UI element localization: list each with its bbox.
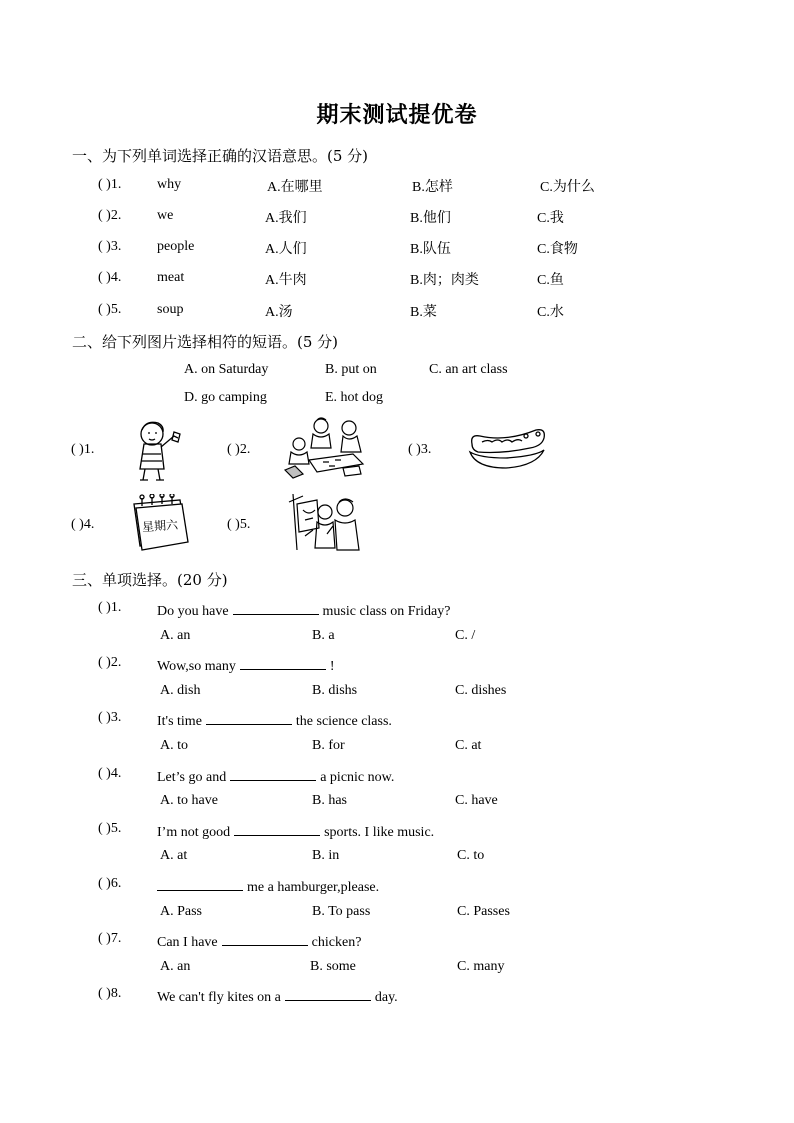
- option-c: C. /: [455, 628, 476, 643]
- option-a: A.汤: [265, 305, 293, 320]
- answer-blank[interactable]: [157, 876, 243, 891]
- phrase-option-a: A. on Saturday: [184, 362, 269, 377]
- picture-answer-1[interactable]: ( )1.: [71, 442, 95, 457]
- option-a: A. at: [160, 848, 188, 863]
- answer-paren[interactable]: ( )1.: [98, 600, 122, 615]
- word: people: [157, 239, 195, 254]
- answer-paren[interactable]: ( )4.: [98, 766, 122, 781]
- answer-blank[interactable]: [240, 655, 326, 670]
- option-c: C. to: [457, 848, 485, 863]
- answer-paren[interactable]: ( )1.: [98, 177, 122, 192]
- answer-paren[interactable]: ( )2.: [98, 208, 122, 223]
- option-b: B. To pass: [312, 904, 371, 919]
- calendar-icon: [130, 494, 190, 552]
- question-text: We can't fly kites on a day.: [157, 986, 398, 1006]
- option-c: C.鱼: [537, 273, 564, 288]
- option-c: C. at: [455, 738, 482, 753]
- answer-blank[interactable]: [206, 710, 292, 725]
- question-text: I’m not good sports. I like music.: [157, 821, 434, 841]
- phrase-option-c: C. an art class: [429, 362, 508, 377]
- option-c: C.我: [537, 211, 564, 226]
- answer-paren[interactable]: ( )3.: [98, 239, 122, 254]
- option-c: C. Passes: [457, 904, 510, 919]
- answer-paren[interactable]: ( )5.: [98, 302, 122, 317]
- option-b: B. a: [312, 628, 335, 643]
- section3-heading: 三、单项选择。(20 分): [72, 571, 228, 589]
- answer-paren[interactable]: ( )2.: [98, 655, 122, 670]
- option-b: B. in: [312, 848, 340, 863]
- option-a: A. an: [160, 628, 191, 643]
- question-text: Let’s go and a picnic now.: [157, 766, 394, 786]
- option-b: B. for: [312, 738, 345, 753]
- option-c: C. dishes: [455, 683, 507, 698]
- question-text: Can I have chicken?: [157, 931, 361, 951]
- picture-answer-2[interactable]: ( )2.: [227, 442, 251, 457]
- phrase-option-b: B. put on: [325, 362, 377, 377]
- answer-blank[interactable]: [234, 821, 320, 836]
- word: soup: [157, 302, 184, 317]
- option-c: C. have: [455, 793, 498, 808]
- child-dressing-icon: [128, 414, 190, 484]
- option-b: B.菜: [410, 305, 437, 320]
- picture-answer-3[interactable]: ( )3.: [408, 442, 432, 457]
- option-a: A. to: [160, 738, 188, 753]
- option-a: A. dish: [160, 683, 201, 698]
- answer-blank[interactable]: [233, 600, 319, 615]
- answer-blank[interactable]: [222, 931, 308, 946]
- option-b: B. has: [312, 793, 347, 808]
- word: why: [157, 177, 182, 192]
- option-c: C.为什么: [540, 180, 595, 195]
- picture-answer-5[interactable]: ( )5.: [227, 517, 251, 532]
- answer-paren[interactable]: ( )4.: [98, 270, 122, 285]
- art-class-icon: [287, 490, 367, 552]
- answer-paren[interactable]: ( )5.: [98, 821, 122, 836]
- option-a: A.牛肉: [265, 273, 307, 288]
- option-c: C.食物: [537, 242, 578, 257]
- option-b: B. dishs: [312, 683, 358, 698]
- answer-paren[interactable]: ( )6.: [98, 876, 122, 891]
- option-b: B.怎样: [412, 180, 453, 195]
- option-a: A.在哪里: [267, 180, 323, 195]
- answer-paren[interactable]: ( )3.: [98, 710, 122, 725]
- question-text: It's time the science class.: [157, 710, 392, 730]
- option-b: B.肉；肉类: [410, 273, 479, 288]
- option-c: C.水: [537, 305, 564, 320]
- option-a: A. to have: [160, 793, 218, 808]
- section1-heading: 一、为下列单词选择正确的汉语意思。(5 分): [72, 147, 369, 165]
- picture-answer-4[interactable]: ( )4.: [71, 517, 95, 532]
- answer-paren[interactable]: ( )7.: [98, 931, 122, 946]
- answer-paren[interactable]: ( )8.: [98, 986, 122, 1001]
- phrase-option-e: E. hot dog: [325, 390, 383, 405]
- camping-picnic-icon: [283, 414, 367, 480]
- option-a: A.我们: [265, 211, 307, 226]
- option-a: A. an: [160, 959, 191, 974]
- calendar-text: 星期六: [141, 517, 179, 535]
- question-text: Wow,so many !: [157, 655, 335, 675]
- word: we: [157, 208, 174, 223]
- question-text: me a hamburger,please.: [153, 876, 379, 896]
- question-text: Do you have music class on Friday?: [157, 600, 450, 620]
- phrase-option-d: D. go camping: [184, 390, 267, 405]
- option-a: A.人们: [265, 242, 307, 257]
- word: meat: [157, 270, 185, 285]
- hot-dog-icon: [466, 424, 548, 474]
- option-c: C. many: [457, 959, 505, 974]
- section2-heading: 二、给下列图片选择相符的短语。(5 分): [72, 333, 339, 351]
- answer-blank[interactable]: [285, 986, 371, 1001]
- option-b: B.队伍: [410, 242, 451, 257]
- option-a: A. Pass: [160, 904, 203, 919]
- answer-blank[interactable]: [230, 766, 316, 781]
- page-title: 期末测试提优卷: [316, 103, 478, 128]
- option-b: B. some: [310, 959, 356, 974]
- option-b: B.他们: [410, 211, 451, 226]
